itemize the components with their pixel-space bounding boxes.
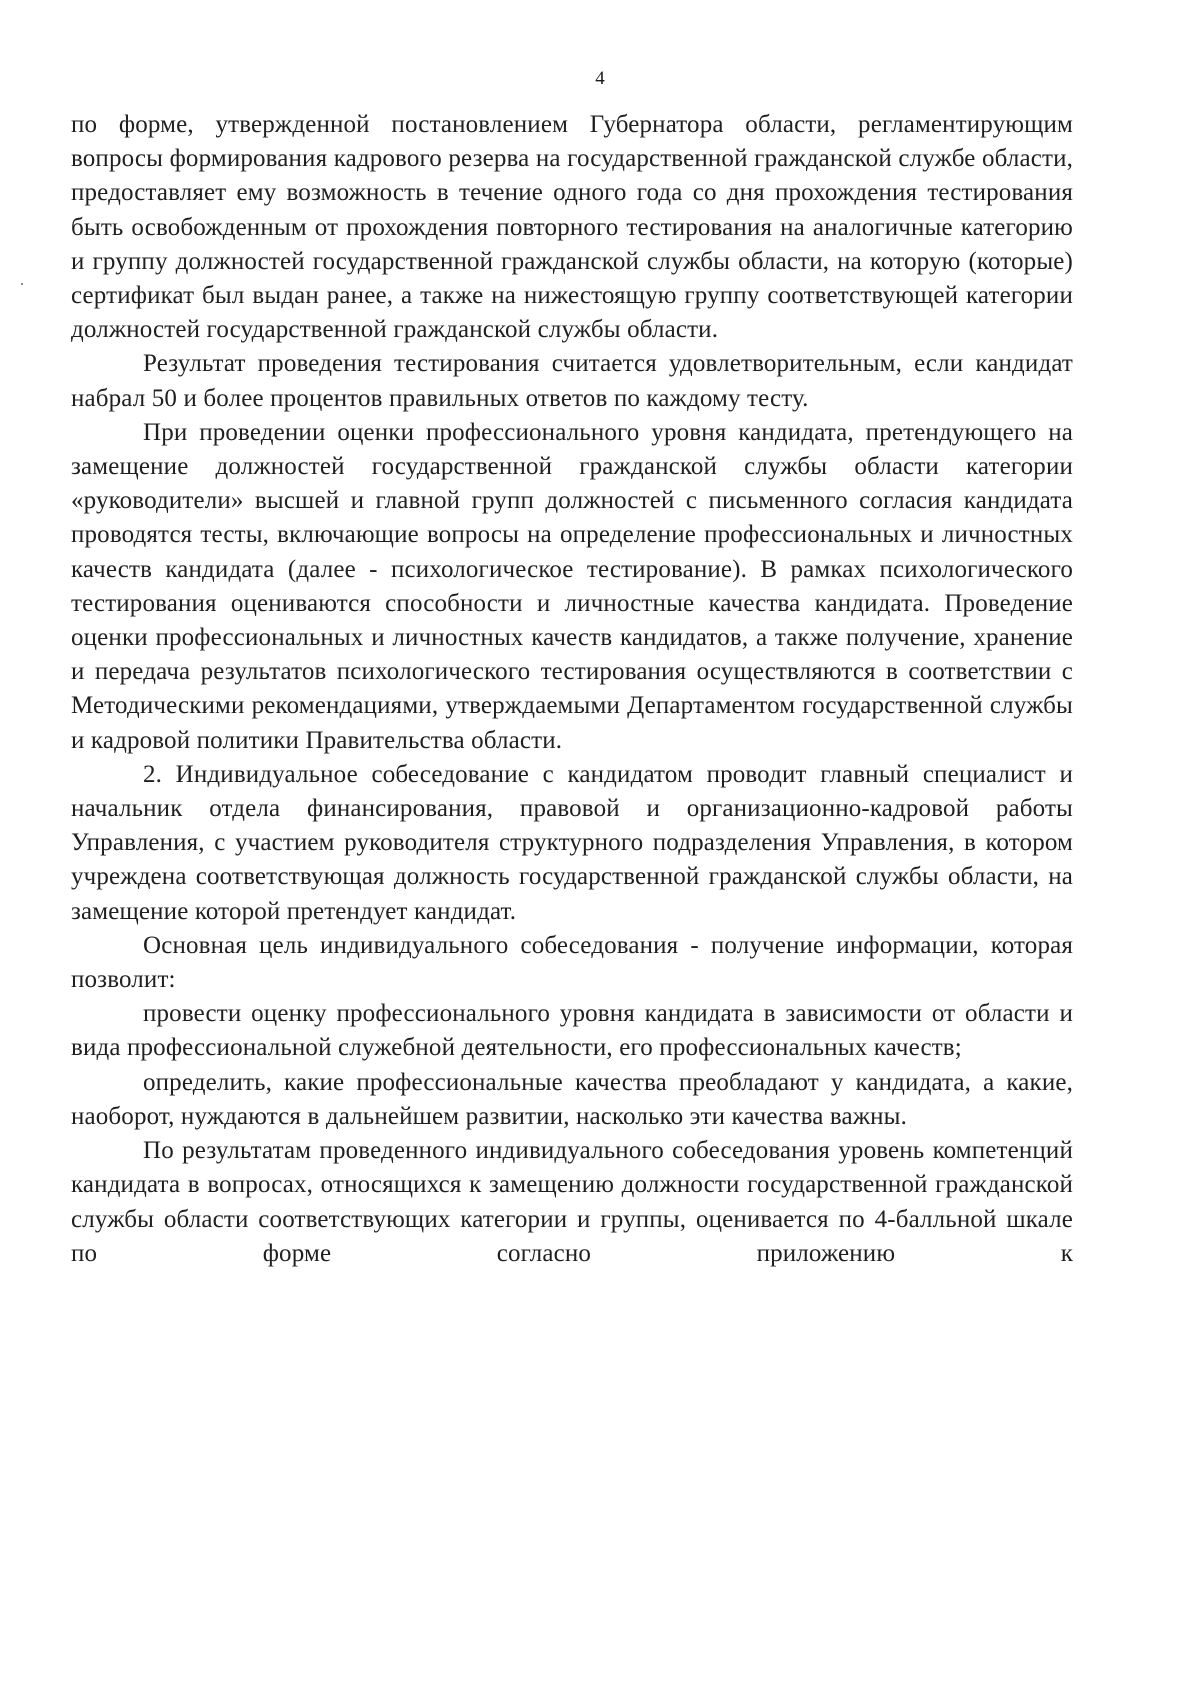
paragraph-psychological-testing: При проведении оценки профессионального уровня кандидата, претендующего на замещение должностей государственной гражданской службы области категории «руководители» высшей и главной групп должностей с письменного согласия кандидата проводятся тесты, включающие вопросы на определение профессиональных и личностных качеств кандидата (далее - психологическое тестирование). В рамках психологического тестирования оцениваются способности и личностные качества кандидата. Проведение оценки профессиональных и личностных качеств кандидатов, а также получение, хранение и передача результатов психологического тестирования осуществляются в соответствии с Методическими рекомендациями, утверждаемыми Департаментом государственной службы и кадровой политики Правительства области.: [71, 418, 1073, 754]
paragraph-interview-results: По результатам проведенного индивидуального собеседования уровень компетенций кандидата в вопросах, относящихся к замещению должности государственной гражданской службы области соответствующих категории и группы, оценивается по 4-балльной шкале по форме согласно приложению к: [71, 1137, 1073, 1267]
paragraph-goal-item-determine: определить, какие профессиональные качества преобладают у кандидата, а какие, наоборот, нуждаются в дальнейшем развитии, насколько эти качества важны.: [71, 1068, 1073, 1130]
paragraph-interview-goal: Основная цель индивидуального собеседования - получение информации, которая позволит:: [71, 931, 1073, 994]
paragraph-continuation: по форме, утвержденной постановлением Губернатора области, регламентирующим вопросы формирования кадрового резерва на государственной гражданской службе области, предоставляет ему возможность в течение одного года со дня прохождения тестирования быть освобожденным от прохождения повторного тестирования на аналогичные категорию и группу должностей государственной гражданской службы области, на которую (которые) сертификат был выдан ранее, а также на нижестоящую группу соответствующей категории должностей государственной гражданской службы области.: [71, 111, 1073, 344]
paragraph-test-result: Результат проведения тестирования считается удовлетворительным, если кандидат набрал 50 и более процентов правильных ответов по каждому тесту.: [71, 350, 1073, 412]
document-body: [71, 108, 1073, 1271]
page-number: 4: [595, 68, 605, 89]
scan-speck: [21, 283, 23, 285]
paragraph-goal-item-assess: провести оценку профессионального уровня кандидата в зависимости от области и вида профессиональной служебной деятельности, его профессиональных качеств;: [71, 1000, 1073, 1062]
paragraph-individual-interview: 2. Индивидуальное собеседование с кандидатом проводит главный специалист и начальник отдела финансирования, правовой и организационно-кадровой работы Управления, с участием руководителя структурного подразделения Управления, в котором учреждена соответствующая должность государственной гражданской службы области, на замещение которой претендует кандидат.: [71, 760, 1073, 925]
